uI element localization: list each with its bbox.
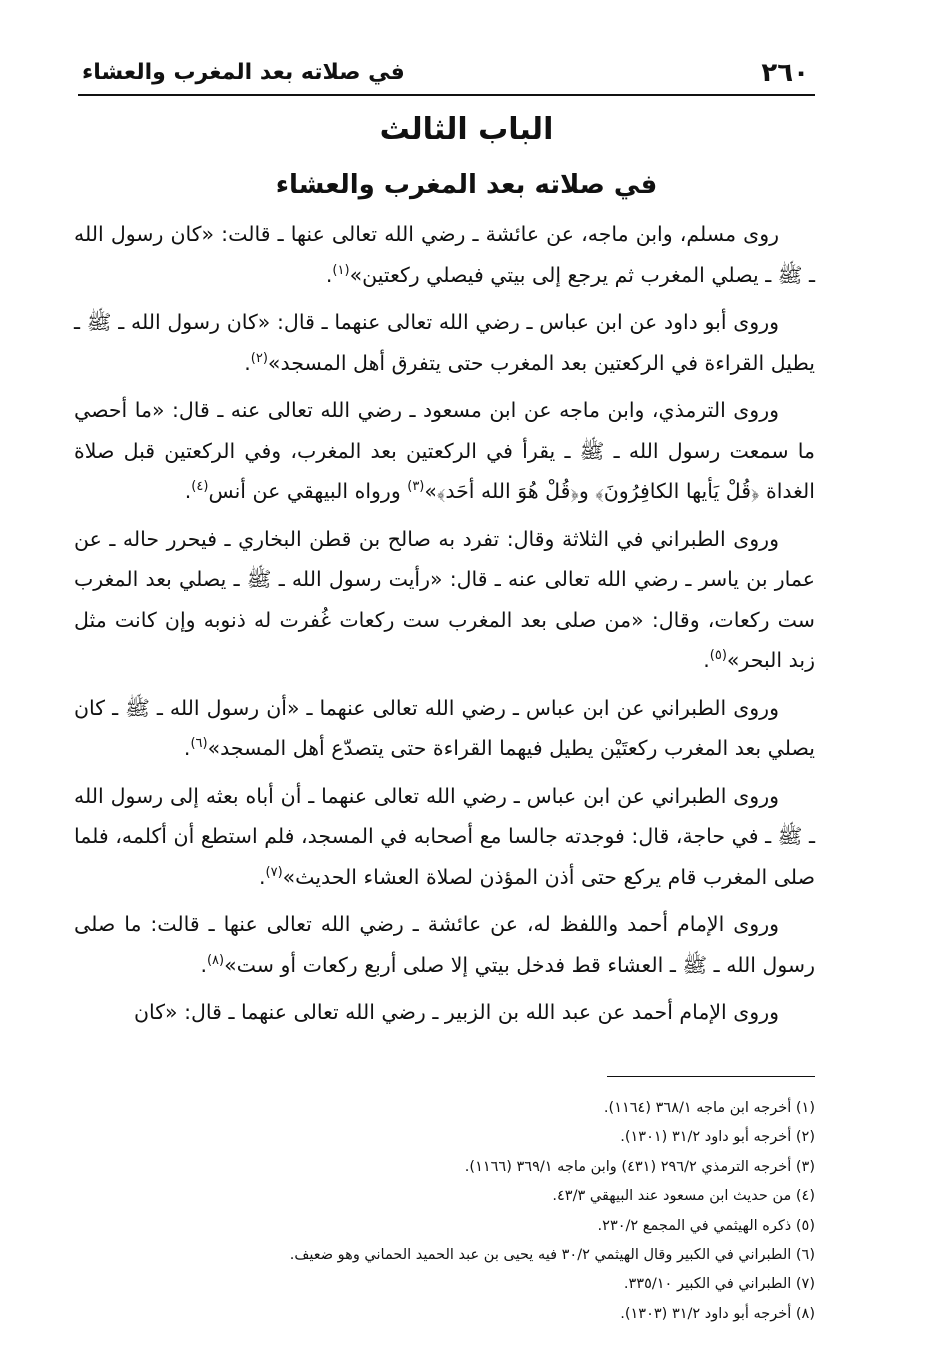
paragraph: وروى الطبراني عن ابن عباس ـ رضي الله تعالى عنهما ـ «أن رسول الله ـ ﷺ ـ كان يصلي بعد المغرب ركعتَيْن يطيل فيهما القراءة حتى يتصدّع أهل المسجد»$^{(٦)}$. bbox=[74, 695, 815, 760]
footnote: (١) أخرجه ابن ماجه ٣٦٨/١ (١١٦٤). bbox=[603, 1100, 815, 1116]
paragraph: وروى الطبراني عن ابن عباس ـ رضي الله تعالى عنهما ـ أن أباه بعثه إلى رسول الله ـ ﷺ ـ في حاجة، قال: فوجدته جالسا مع أصحابه في المسجد، فلم استطع أن أكلمه، فلما صلى المغرب قام يركع حتى أذن المؤذن لصلاة العشاء الحديث»$^{(٧)}$. bbox=[74, 783, 815, 889]
footnote-ref: (٨) bbox=[206, 952, 225, 968]
paragraph: روى مسلم، وابن ماجه، عن عائشة ـ رضي الله تعالى عنها ـ قالت: «كان رسول الله ـ ﷺ ـ يصلي المغرب ثم يرجع إلى بيتي فيصلي ركعتين»$^{(١)}$. bbox=[74, 222, 815, 287]
chapter-title: الباب الثالث bbox=[379, 112, 554, 147]
footnotes bbox=[74, 1094, 815, 1329]
footnote: (٣) أخرجه الترمذي ٢٩٦/٢ (٤٣١) وابن ماجه ٣٦٩/١ (١١٦٦). bbox=[464, 1158, 815, 1175]
footnote-ref: (٥) bbox=[709, 648, 727, 664]
running-title: في صلاته بعد المغرب والعشاء bbox=[82, 60, 405, 85]
paragraph: وروى الترمذي، وابن ماجه عن ابن مسعود ـ رضي الله تعالى عنه ـ قال: «ما أحصي ما سمعت رسول الله ـ ﷺ ـ يقرأ في الركعتين بعد المغرب، وفي الركعتين قبل صلاة الغداة ﴿قُلْ يَأيها الكافِرُونَ﴾ و﴿قُلْ هُوَ الله أحَد﴾»$^{(٣)}$ ورواه البيهقي عن أنس$^{(٤)}$. bbox=[74, 398, 815, 503]
footnote: (٨) أخرجه أبو داود ٣١/٢ (١٣٠٣). bbox=[620, 1305, 815, 1322]
footnote-ref: (٦) bbox=[190, 736, 208, 752]
paragraph: وروى أبو داود عن ابن عباس ـ رضي الله تعالى عنهما ـ قال: «كان رسول الله ـ ﷺ ـ يطيل القراءة في الركعتين بعد المغرب حتى يتفرق أهل المسجد»$^{(٢)}$. bbox=[74, 310, 815, 375]
footnote-divider bbox=[607, 1076, 815, 1077]
paragraph: وروى الإمام أحمد واللفظ له، عن عائشة ـ رضي الله تعالى عنها ـ قالت: ما صلى رسول الله ـ ﷺ ـ العشاء قط فدخل بيتي إلا صلى أربع ركعات أو ست»$^{(٨)}$. bbox=[74, 912, 815, 977]
body-text bbox=[74, 214, 815, 1040]
footnote-ref: (٧) bbox=[265, 864, 283, 880]
footnote-ref: (٣) bbox=[407, 479, 425, 495]
footnote-ref: (١) bbox=[332, 262, 350, 278]
page-header bbox=[78, 58, 815, 96]
footnote-ref: (٤) bbox=[191, 479, 209, 495]
footnote: (٤) من حديث ابن مسعود عند البيهقي ٤٣/٣. bbox=[552, 1188, 815, 1205]
paragraph: وروى الإمام أحمد عن عبد الله بن الزبير ـ رضي الله تعالى عنهما ـ قال: «كان bbox=[134, 1000, 779, 1024]
footnote-ref: (٢) bbox=[250, 350, 268, 366]
page-number: ٢٦٠ bbox=[761, 58, 809, 88]
section-title: في صلاته بعد المغرب والعشاء bbox=[275, 170, 658, 200]
footnote: (٢) أخرجه أبو داود ٣١/٢ (١٣٠١). bbox=[620, 1129, 815, 1146]
footnote: (٥) ذكره الهيثمي في المجمع ٢٣٠/٢. bbox=[597, 1217, 815, 1234]
footnote: (٦) الطبراني في الكبير وقال الهيثمي ٣٠/٢ فيه يحيى بن عبد الحميد الحماني وهو ضعيف. bbox=[289, 1247, 815, 1264]
paragraph: وروى الطبراني في الثلاثة وقال: تفرد به صالح بن قطن البخاري ـ فيحرر حاله ـ عن عمار بن ياسر ـ رضي الله تعالى عنه ـ قال: «رأيت رسول الله ـ ﷺ ـ يصلي بعد المغرب ست ركعات، وقال: «من صلى بعد المغرب ست ركعات غُفرت له ذنوبه وإن كانت مثل زبد البحر»$^{(٥)}$. bbox=[74, 526, 815, 672]
footnote: (٧) الطبراني في الكبير ٣٣٥/١٠. bbox=[623, 1276, 815, 1293]
